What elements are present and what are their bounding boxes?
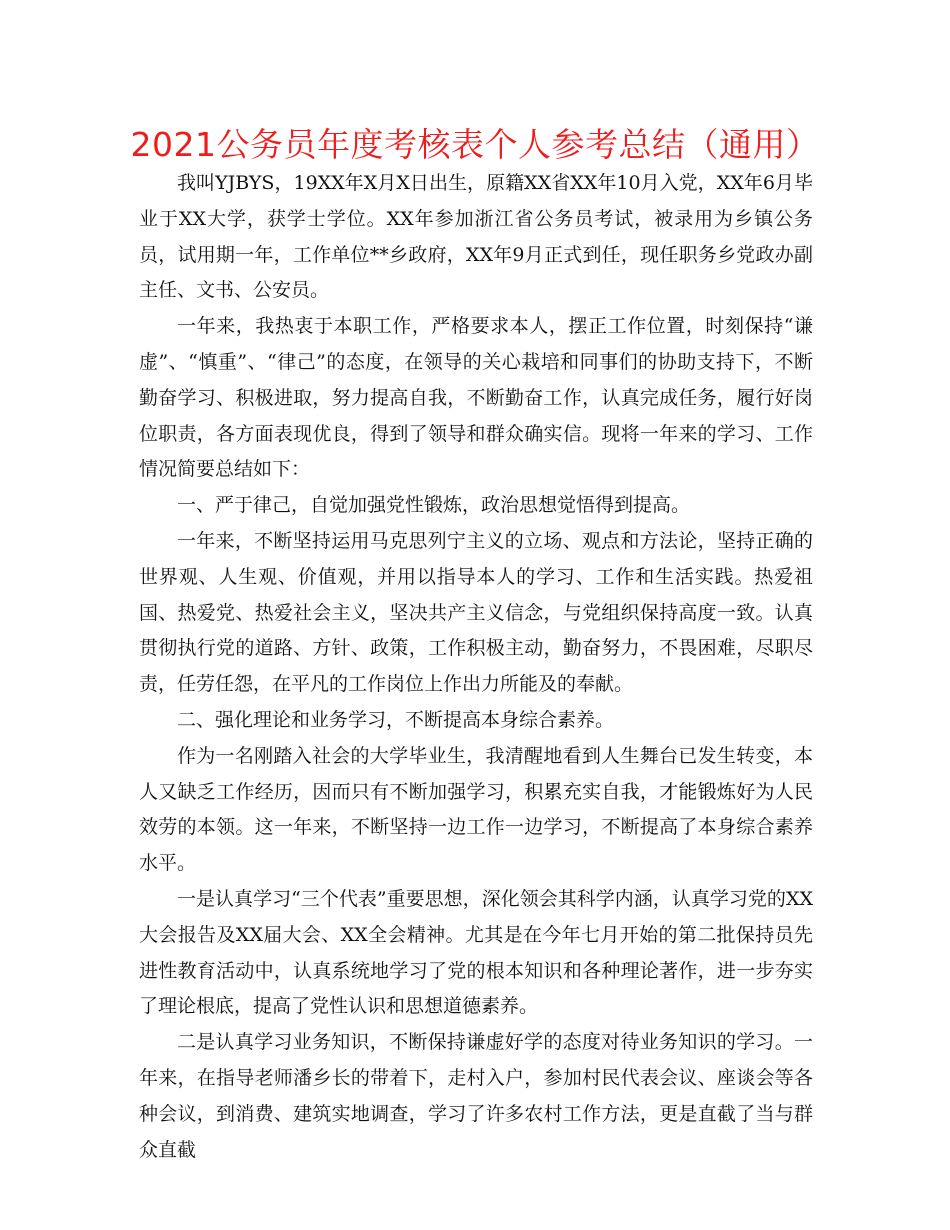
section-heading: 二、强化理论和业务学习，不断提高本身综合素养。 [177,708,615,731]
section-heading: 一、严于律己，自觉加强党性锻炼，政治思想觉悟得到提高。 [177,494,691,517]
paragraph: 二是认真学习业务知识，不断保持谦虚好学的态度对待业务知识的学习。一年来，在指导老师潘乡长的带着下，走村入户，参加村民代表会议、座谈会等各种会议，到消费、建筑实地调查，学习了许多农村工作方法，更是直截了当与群众直截 [139,1031,813,1161]
paragraph: 我叫YJBYS，19XX年X月X日出生，原籍XX省XX年10月入党，XX年6月毕业于XX大学，获学士学位。XX年参加浙江省公务员考试，被录用为乡镇公务员，试用期一年，工作单位**乡政府，XX年9月正式到任，现任职务乡党政办副主任、文书、公安员。 [139,172,813,302]
paragraph: 一年来，不断坚持运用马克思列宁主义的立场、观点和方法论，坚持正确的世界观、人生观、价值观，并用以指导本人的学习、工作和生活实践。热爱祖国、热爱党、热爱社会主义，坚决共产主义信念，与党组织保持高度一致。认真贯彻执行党的道路、方针、政策，工作积极主动，勤奋努力，不畏困难，尽职尽责，任劳任怨，在平凡的工作岗位上作出力所能及的奉献。 [139,529,813,696]
document-title: 2021公务员年度考核表个人参考总结（通用） [130,125,820,164]
document-body [139,166,813,1168]
paragraph: 一是认真学习“三个代表”重要思想，深化领会其科学内涵，认真学习党的XX大会报告及XX届大会、XX全会精神。尤其是在今年七月开始的第二批保持员先进性教育活动中，认真系统地学习了党的根本知识和各种理论著作，进一步夯实了理论根底，提高了党性认识和思想道德素养。 [139,887,813,1018]
paragraph: 一年来，我热衷于本职工作，严格要求本人，摆正工作位置，时刻保持“谦虚”、“慎重”、“律己”的态度，在领导的关心栽培和同事们的协助支持下，不断勤奋学习、积极进取，努力提高自我，不断勤奋工作，认真完成任务，履行好岗位职责，各方面表现优良，得到了领导和群众确实信。现将一年来的学习、工作情况简要总结如下： [139,315,813,481]
paragraph: 作为一名刚踏入社会的大学毕业生，我清醒地看到人生舞台已发生转变，本人又缺乏工作经历，因而只有不断加强学习，积累充实自我，才能锻炼好为人民效劳的本领。这一年来，不断坚持一边工作一边学习，不断提高了本身综合素养水平。 [139,744,813,875]
